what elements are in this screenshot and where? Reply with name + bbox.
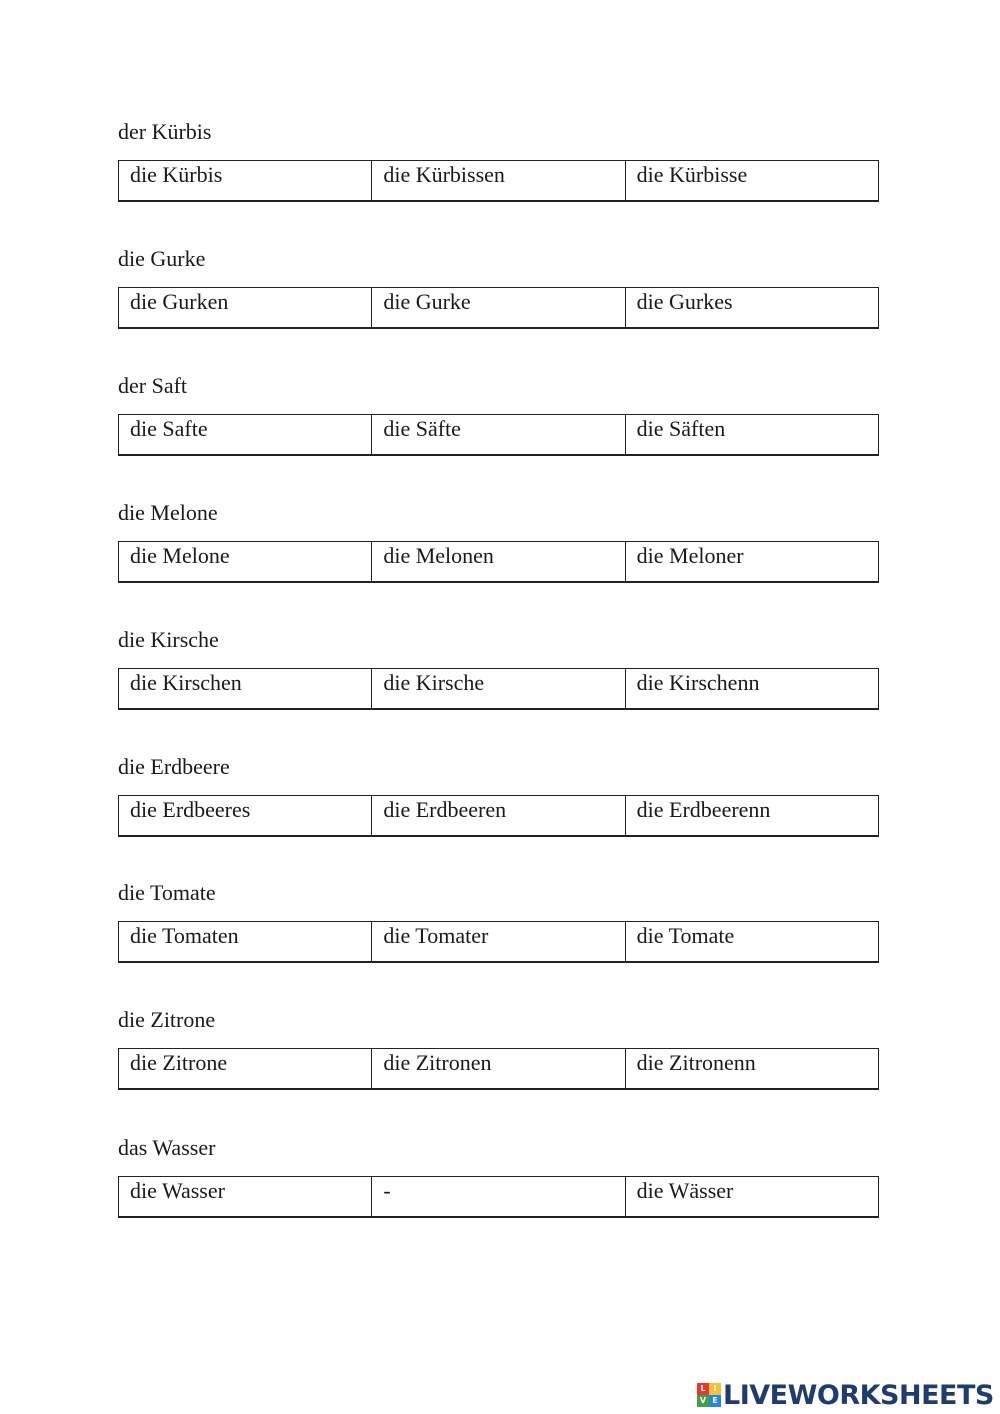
question-word: die Gurke — [118, 246, 206, 271]
option-c[interactable]: die Wässer — [625, 1177, 878, 1216]
question-word: die Melone — [118, 500, 218, 525]
option-row — [118, 795, 879, 837]
liveworksheets-logo — [697, 1380, 994, 1410]
option-c[interactable]: die Säften — [625, 415, 878, 454]
option-row — [118, 1048, 879, 1090]
option-c[interactable]: die Meloner — [625, 542, 878, 581]
option-b[interactable]: die Melonen — [371, 542, 624, 581]
option-c[interactable]: die Kirschenn — [625, 669, 878, 708]
option-b[interactable]: die Kürbissen — [371, 161, 624, 200]
option-a[interactable]: die Wasser — [130, 1178, 225, 1203]
option-a[interactable]: die Kirschen — [130, 670, 242, 695]
option-row — [118, 414, 879, 456]
option-a[interactable]: die Melone — [130, 543, 230, 568]
option-c[interactable]: die Erdbeerenn — [625, 796, 878, 835]
option-a[interactable]: die Erdbeeres — [130, 797, 251, 822]
option-row — [118, 1176, 879, 1218]
question-word: die Tomate — [118, 880, 216, 905]
option-c[interactable]: die Tomate — [625, 922, 878, 961]
logo-mark-v: V — [697, 1395, 709, 1407]
question-word: die Zitrone — [118, 1007, 216, 1032]
question-word: die Kirsche — [118, 627, 219, 652]
logo-mark-icon — [697, 1383, 721, 1407]
option-a[interactable]: die Kürbis — [130, 162, 223, 187]
option-a[interactable]: die Safte — [130, 416, 208, 441]
question-word: der Kürbis — [118, 119, 212, 144]
option-row — [118, 287, 879, 329]
option-b[interactable]: die Gurke — [371, 288, 624, 327]
option-b[interactable]: - — [371, 1177, 624, 1216]
logo-mark-l: L — [697, 1383, 709, 1395]
option-b[interactable]: die Säfte — [371, 415, 624, 454]
option-row — [118, 541, 879, 583]
question-word: die Erdbeere — [118, 754, 230, 779]
option-a[interactable]: die Zitrone — [130, 1050, 228, 1075]
logo-mark-i: I — [709, 1383, 721, 1395]
option-b[interactable]: die Erdbeeren — [371, 796, 624, 835]
option-b[interactable]: die Tomater — [371, 922, 624, 961]
logo-text: LIVEWORKSHEETS — [723, 1379, 994, 1411]
option-row — [118, 668, 879, 710]
option-b[interactable]: die Zitronen — [371, 1049, 624, 1088]
option-c[interactable]: die Gurkes — [625, 288, 878, 327]
option-a[interactable]: die Gurken — [130, 289, 229, 314]
option-a[interactable]: die Tomaten — [130, 923, 239, 948]
option-b[interactable]: die Kirsche — [371, 669, 624, 708]
option-c[interactable]: die Zitronenn — [625, 1049, 878, 1088]
question-word: der Saft — [118, 373, 188, 398]
logo-mark-e: E — [709, 1395, 721, 1407]
option-row — [118, 921, 879, 963]
question-word: das Wasser — [118, 1135, 216, 1160]
option-c[interactable]: die Kürbisse — [625, 161, 878, 200]
option-row — [118, 160, 879, 202]
